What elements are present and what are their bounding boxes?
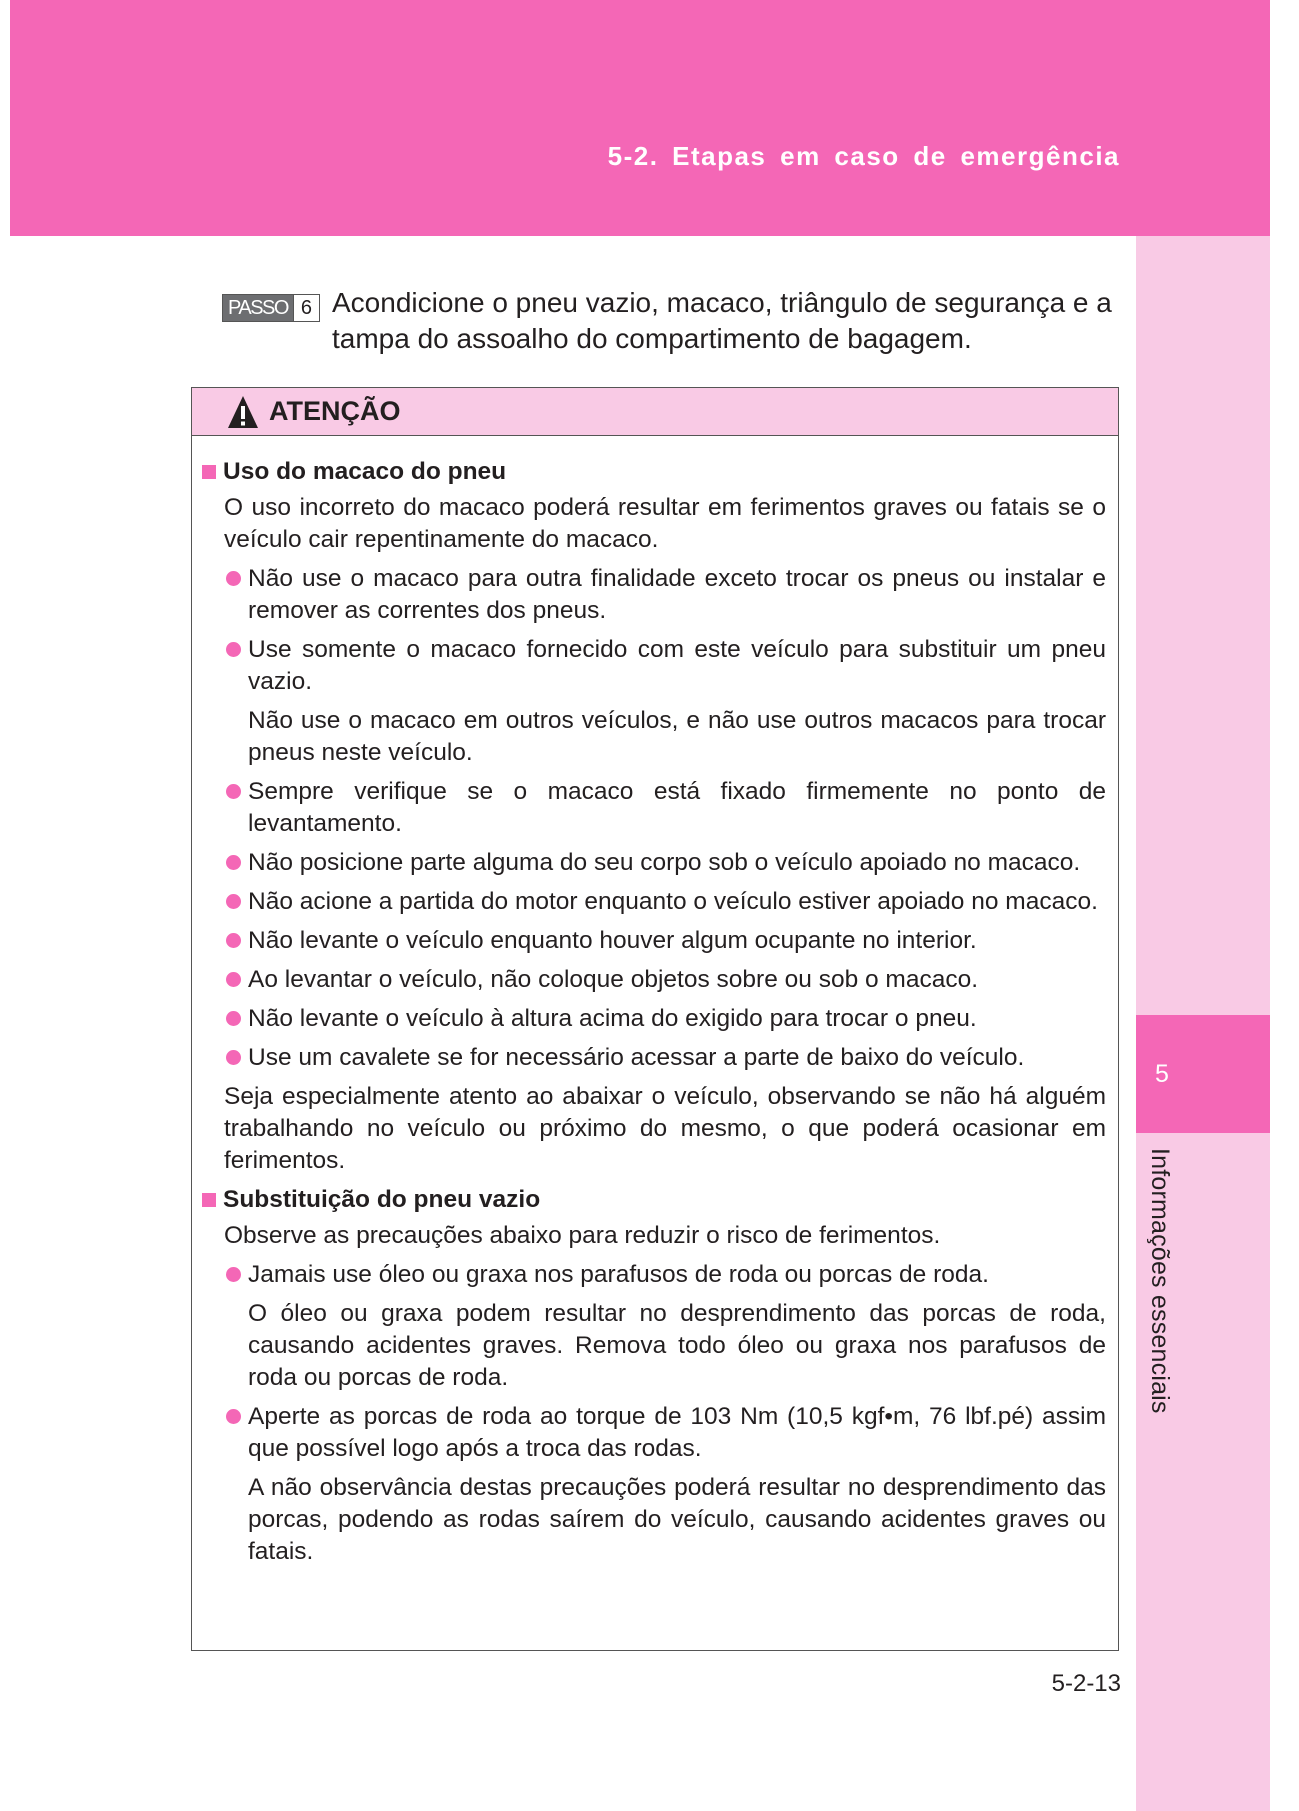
list-item: Não posicione parte alguma do seu corpo sob o veículo apoiado no macaco. [248, 847, 1106, 879]
square-bullet-icon [202, 465, 216, 479]
section-heading: Uso do macaco do pneu [202, 456, 1106, 488]
header-band [10, 0, 1270, 236]
list-item: Ao levantar o veículo, não coloque objetos sobre ou sob o macaco. [248, 964, 1106, 996]
warning-title: ATENÇÃO [269, 396, 401, 426]
chapter-title: Informações essenciais [1146, 1148, 1174, 1414]
chapter-number: 5 [1155, 1060, 1169, 1088]
list-item: Não levante o veículo enquanto houver algum ocupante no interior. [248, 925, 1106, 957]
list-item: Sempre verifique se o macaco está fixado firmemente no ponto de levantamento. [248, 776, 1106, 840]
section-intro: Observe as precauções abaixo para reduzir o risco de ferimentos. [224, 1222, 941, 1249]
bullet-dot-icon [226, 855, 241, 870]
list-item-continuation: O óleo ou graxa podem resultar no desprendimento das porcas de roda, causando acidentes graves. Remova todo óleo ou graxa nos parafusos de roda ou porcas de roda. [248, 1300, 1106, 1391]
step-text: Acondicione o pneu vazio, macaco, triângulo de segurança e a tampa do assoalho do compartimento de bagagem. [332, 287, 1112, 354]
square-bullet-icon [202, 1193, 216, 1207]
list-item: Não use o macaco para outra finalidade exceto trocar os pneus ou instalar e remover as correntes dos pneus. [248, 563, 1106, 627]
section-outro: Seja especialmente atento ao abaixar o veículo, observando se não há alguém trabalhando no veículo ou próximo do mesmo, o que poderá ocasionar em ferimentos. [224, 1083, 1106, 1174]
bullet-dot-icon [226, 894, 241, 909]
bullet-dot-icon [226, 642, 241, 657]
bullet-dot-icon [226, 1267, 241, 1282]
warning-header [192, 388, 1118, 436]
warning-triangle-icon [227, 395, 259, 429]
list-item-continuation: A não observância destas precauções poderá resultar no desprendimento das porcas, podendo as rodas saírem do veículo, causando acidentes graves ou fatais. [248, 1474, 1106, 1565]
list-item-continuation: Não use o macaco em outros veículos, e não use outros macacos para trocar pneus neste veículo. [248, 707, 1106, 766]
section-title: 5-2. Etapas em caso de emergência [607, 141, 1120, 171]
list-item: Aperte as porcas de roda ao torque de 103 Nm (10,5 kgf•m, 76 lbf.pé) assim que possível logo após a troca das rodas. [248, 1401, 1106, 1465]
bullet-dot-icon [226, 784, 241, 799]
bullet-dot-icon [226, 1050, 241, 1065]
list-item: Use somente o macaco fornecido com este veículo para substituir um pneu vazio. [248, 634, 1106, 698]
warning-body [202, 456, 1106, 1575]
bullet-dot-icon [226, 972, 241, 987]
step-badge [222, 294, 320, 322]
step-label: PASSO [223, 295, 293, 321]
warning-box [191, 387, 1119, 1651]
step-number: 6 [293, 295, 319, 321]
list-item: Use um cavalete se for necessário acessar a parte de baixo do veículo. [248, 1042, 1106, 1074]
page-number: 5-2-13 [1051, 1670, 1121, 1697]
bullet-dot-icon [226, 1409, 241, 1424]
section-heading: Substituição do pneu vazio [202, 1184, 1106, 1216]
bullet-dot-icon [226, 933, 241, 948]
list-item: Jamais use óleo ou graxa nos parafusos de roda ou porcas de roda. [248, 1259, 1106, 1291]
list-item: Não levante o veículo à altura acima do exigido para trocar o pneu. [248, 1003, 1106, 1035]
list-item: Não acione a partida do motor enquanto o veículo estiver apoiado no macaco. [248, 886, 1106, 918]
bullet-dot-icon [226, 1011, 241, 1026]
section-intro: O uso incorreto do macaco poderá resultar em ferimentos graves ou fatais se o veículo cair repentinamente do macaco. [224, 494, 1106, 553]
bullet-dot-icon [226, 571, 241, 586]
